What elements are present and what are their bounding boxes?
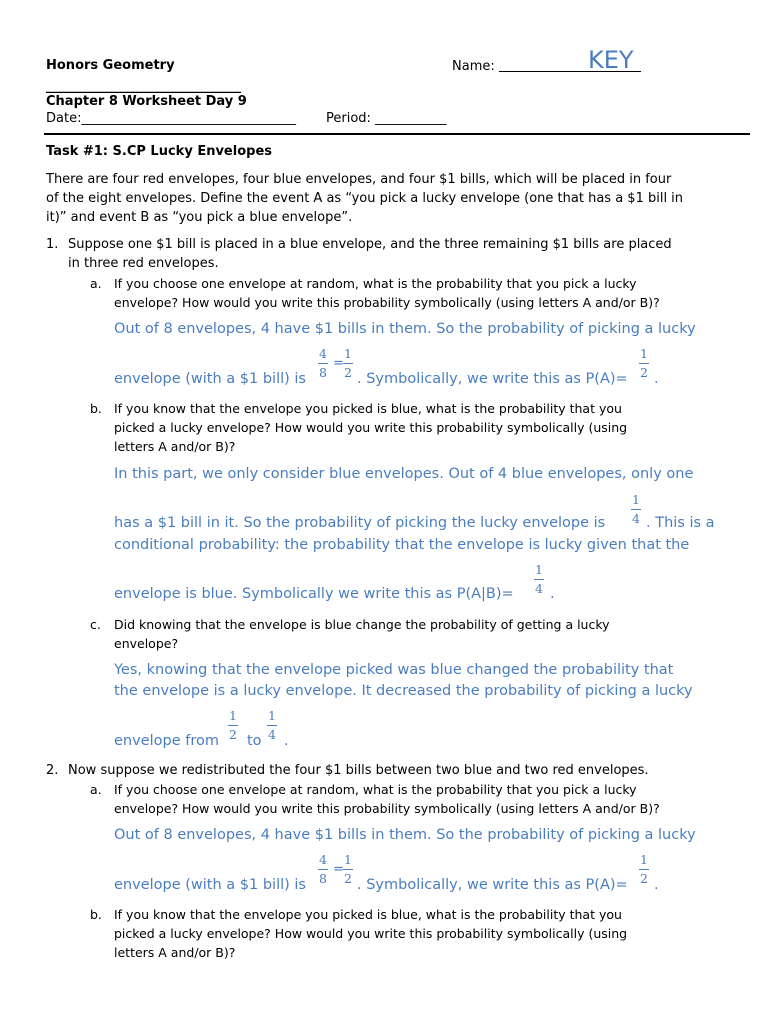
fraction: $\frac{4}{8}$ — [319, 852, 327, 886]
part-letter: b. — [90, 907, 102, 922]
answer-text: conditional probability: the probability that the envelope is lucky given that the — [114, 537, 690, 553]
part-letter: c. — [90, 617, 101, 632]
part-text: If you know that the envelope you picked is blue, what is the probability that you — [114, 907, 622, 922]
intro-line: of the eight envelopes. Define the event A as “you pick a lucky envelope (one that has a $1 bill in — [46, 191, 684, 206]
answer-text: . — [654, 371, 659, 387]
answer-text: the envelope is a lucky envelope. It decreased the probability of picking a lucky — [114, 683, 693, 699]
course-title: Honors Geometry — [46, 58, 175, 73]
answer-text: . — [654, 877, 659, 893]
fraction: $\frac{1}{2}$ — [344, 346, 352, 380]
part-text: If you know that the envelope you picked is blue, what is the probability that you — [114, 401, 622, 416]
fraction: $\frac{4}{8}$ — [319, 346, 327, 380]
fraction: $\frac{1}{2}$ — [640, 852, 648, 886]
part-text: letters A and/or B)? — [114, 945, 236, 960]
part-text: If you choose one envelope at random, what is the probability that you pick a lucky — [114, 782, 637, 797]
answer-text: Out of 8 envelopes, 4 have $1 bills in them. So the probability of picking a lucky — [114, 827, 696, 843]
answer-text: . — [550, 586, 555, 602]
question-text: Suppose one $1 bill is placed in a blue envelope, and the three remaining $1 bills are placed — [68, 237, 672, 252]
answer-text: . This is a — [646, 515, 715, 531]
answer-text: envelope (with a $1 bill) is — [114, 877, 306, 893]
part-text: letters A and/or B)? — [114, 439, 236, 454]
fraction: $\frac{1}{2}$ — [344, 852, 352, 886]
part-text: If you choose one envelope at random, what is the probability that you pick a lucky — [114, 276, 637, 291]
fraction: $\frac{1}{2}$ — [640, 346, 648, 380]
intro-line: it)” and event B as “you pick a blue envelope”. — [46, 210, 353, 225]
part-text: picked a lucky envelope? How would you write this probability symbolically (using — [114, 926, 628, 941]
intro-line: There are four red envelopes, four blue envelopes, and four $1 bills, which will be placed in four — [46, 172, 672, 187]
fraction: $\frac{1}{4}$ — [535, 562, 543, 596]
part-text: picked a lucky envelope? How would you write this probability symbolically (using — [114, 420, 628, 435]
answer-text: . Symbolically, we write this as P(A)= — [357, 371, 628, 387]
worksheet-title: Chapter 8 Worksheet Day 9 — [46, 94, 247, 109]
part-letter: a. — [90, 782, 102, 797]
question-number: 2. — [46, 763, 59, 778]
answer-text: Yes, knowing that the envelope picked was blue changed the probability that — [114, 662, 674, 678]
answer-text: envelope (with a $1 bill) is — [114, 371, 306, 387]
part-letter: b. — [90, 401, 102, 416]
fraction: $\frac{1}{2}$ — [229, 708, 237, 742]
equals-sign: = — [333, 356, 344, 371]
fraction: $\frac{1}{4}$ — [268, 708, 276, 742]
part-text: Did knowing that the envelope is blue change the probability of getting a lucky — [114, 617, 610, 632]
question-number: 1. — [46, 237, 59, 252]
part-text: envelope? How would you write this probability symbolically (using letters A and/or B)? — [114, 801, 660, 816]
answer-text: to — [247, 733, 262, 749]
name-label: Name: — [452, 59, 495, 74]
answer-text: envelope from — [114, 733, 219, 749]
equals-sign: = — [333, 862, 344, 877]
answer-text: Out of 8 envelopes, 4 have $1 bills in them. So the probability of picking a lucky — [114, 321, 696, 337]
name-value: KEY — [588, 46, 634, 74]
answer-text: . — [284, 733, 289, 749]
date-field: Date:_________________________________ — [46, 111, 296, 126]
question-text: Now suppose we redistributed the four $1 bills between two blue and two red envelopes. — [68, 763, 649, 778]
worksheet-underline: ______________________________ — [46, 79, 241, 94]
answer-text: envelope is blue. Symbolically we write this as P(A|B)= — [114, 586, 514, 602]
answer-text: has a $1 bill in it. So the probability of picking the lucky envelope is — [114, 515, 606, 531]
header-divider — [44, 133, 750, 135]
part-letter: a. — [90, 276, 102, 291]
period-field: Period: ___________ — [326, 111, 447, 126]
answer-text: . Symbolically, we write this as P(A)= — [357, 877, 628, 893]
fraction: $\frac{1}{4}$ — [632, 492, 640, 526]
part-text: envelope? — [114, 636, 179, 651]
question-text: in three red envelopes. — [68, 256, 219, 271]
answer-text: In this part, we only consider blue envelopes. Out of 4 blue envelopes, only one — [114, 466, 694, 482]
part-text: envelope? How would you write this probability symbolically (using letters A and/or B)? — [114, 295, 660, 310]
task-title: Task #1: S.CP Lucky Envelopes — [46, 144, 272, 159]
